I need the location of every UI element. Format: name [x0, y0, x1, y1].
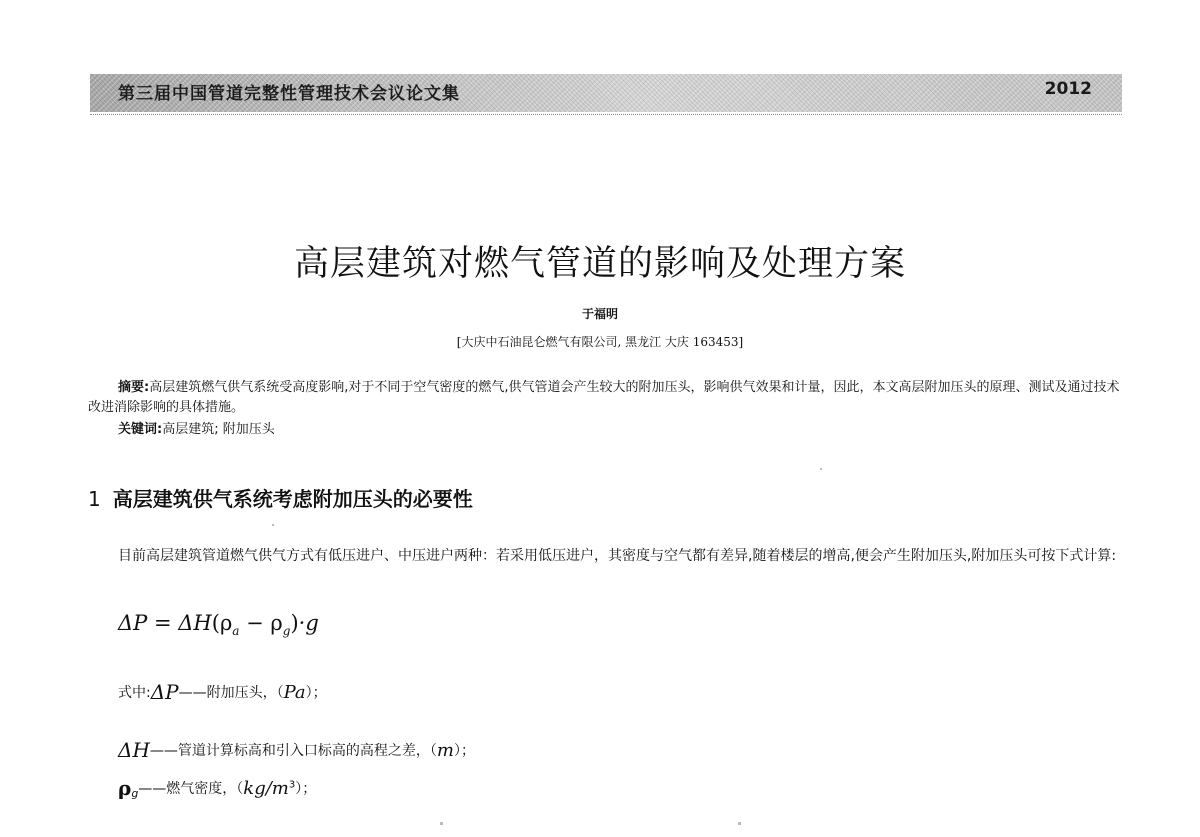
definition-rho-g [118, 776, 316, 800]
keywords [118, 418, 275, 437]
scan-speck [738, 822, 741, 825]
definition-prefix: 式中: [118, 685, 151, 701]
definition-sub: g [131, 786, 139, 800]
definition-suffix: ）； [305, 685, 327, 701]
paper-title: 高层建筑对燃气管道的影响及处理方案 [293, 244, 906, 284]
definition-delta-p [118, 680, 327, 704]
formula-equals: = [147, 611, 179, 635]
header-rule [90, 114, 1122, 115]
proceedings-title: 第三届中国管道完整性管理技术会议论文集 [118, 84, 460, 104]
body-paragraph: 目前高层建筑管道燃气供气方式有低压进户、中压进户两种：若采用低压进户，其密度与空气都有差异,随着楼层的增高,便会产生附加压头,附加压头可按下式计算: [118, 548, 1117, 564]
definition-suffix: ）； [453, 743, 475, 759]
formula-rho-gas: ρ [270, 611, 283, 635]
definition-suffix: ）； [295, 781, 317, 797]
formula-lhs: ΔP [118, 611, 148, 635]
definition-symbol: ΔH [118, 738, 150, 762]
pressure-formula [118, 611, 319, 638]
abstract-label: 摘要: [118, 380, 150, 395]
keywords-label: 关键词: [118, 422, 163, 437]
definition-desc: ——管道计算标高和引入口标高的高程之差，（ [149, 743, 437, 759]
abstract [88, 378, 1128, 418]
formula-gravity: ·g [298, 611, 319, 635]
section-number: 1 [88, 487, 101, 511]
scan-speck [272, 524, 274, 526]
scan-speck [820, 468, 822, 470]
definition-desc: ——附加压头，（ [178, 685, 284, 701]
section-title: 高层建筑供气系统考虑附加压头的必要性 [112, 487, 473, 511]
keywords-text: 高层建筑; 附加压头 [162, 422, 275, 437]
formula-height-diff: ΔH [178, 611, 212, 635]
formula-open-paren: ( [211, 611, 220, 635]
definition-delta-h [118, 738, 475, 762]
author-affiliation: [大庆中石油昆仑燃气有限公司, 黑龙江 大庆 163453] [456, 335, 744, 349]
formula-rho-air: ρ [219, 611, 233, 635]
formula-minus: − [239, 611, 271, 635]
definition-unit: kg/m [243, 778, 289, 799]
formula-close-paren: ) [290, 611, 299, 635]
formula-sub-a: a [232, 624, 240, 639]
definition-symbol: ρ [118, 776, 132, 800]
definition-sup: 3 [288, 779, 296, 791]
abstract-text: 高层建筑燃气供气系统受高度影响,对于不同于空气密度的燃气,供气管道会产生较大的附加压头，影响供气效果和计量，因此，本文高层附加压头的原理、测试及通过技术改进消除影响的具体措施。 [88, 380, 1120, 415]
definition-unit: m [436, 740, 454, 761]
section-heading [88, 483, 473, 512]
definition-desc: ——燃气密度，（ [138, 781, 244, 797]
author-name: 于福明 [581, 307, 618, 321]
formula-sub-g: g [282, 624, 291, 639]
definition-unit: Pa [283, 682, 306, 703]
definition-symbol: ΔP [150, 680, 179, 704]
proceedings-year: 2012 [1044, 79, 1092, 99]
scan-speck [440, 822, 443, 825]
